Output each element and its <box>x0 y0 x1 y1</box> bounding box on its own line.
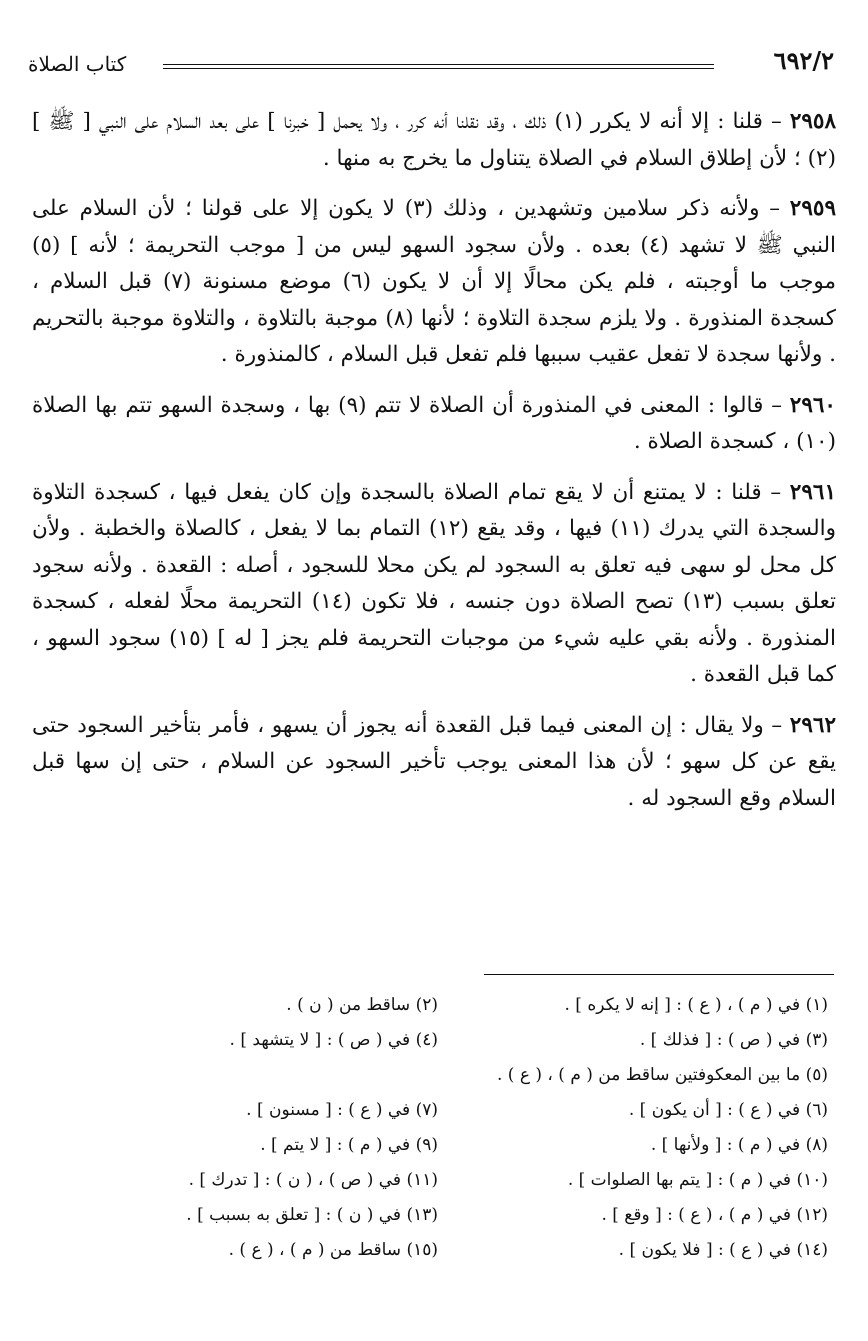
footnote: (٩) في ( م ) : [ لا يتم ] . <box>260 1135 438 1155</box>
footnote: (٨) في ( م ) : [ ولأنها ] . <box>650 1135 828 1155</box>
footnote: (٣) في ( ص ) : [ فذلك ] . <box>639 1030 828 1050</box>
footnote: (١١) في ( ص ) ، ( ن ) : [ تدرك ] . <box>188 1170 438 1190</box>
footnote-separator <box>484 974 834 975</box>
paragraph-number: ٢٩٦٢ <box>789 712 836 738</box>
paragraph <box>32 475 836 694</box>
footnote: (٢) ساقط من ( ن ) . <box>286 995 438 1015</box>
footnote-row <box>48 1233 828 1268</box>
paragraph <box>32 388 836 461</box>
paragraph-text: – قلنا : لا يمتنع أن لا يقع تمام الصلاة بالسجدة وإن كان يفعل فيها ، كسجدة التلاوة والسجدة التي يدرك (١١) فيها ، وقد يقع (١٢) التمام بما لا يفعل ، كالصلاة والخطبة . ولأن كل محل لو سهى فيه تعلق به السجود لم يكن محلا للسجود ، أصله : القعدة . ولأنه سجود تعلق بسبب (١٣) تصح الصلاة دون جنسه ، فلا تكون (١٤) التحريمة محلًا لفعله ، كسجدة المنذورة . ولأنه بقي عليه شيء من موجبات التحريمة فلم يجز [ له ] (١٥) سجود السهو ، كما قبل القعدة . <box>32 479 836 687</box>
paragraph <box>32 104 836 177</box>
paragraph-number: ٢٩٥٩ <box>789 196 836 221</box>
paragraph-number: ٢٩٥٨ <box>789 109 837 134</box>
footnote: (٧) في ( ع ) : [ مسنون ] . <box>246 1100 438 1120</box>
footnote: (١٠) في ( م ) : [ يتم بها الصلوات ] . <box>567 1170 828 1190</box>
footnote-row <box>48 1058 828 1093</box>
footnote-row <box>48 1093 828 1128</box>
main-text <box>32 104 836 831</box>
footnote: (١٥) ساقط من ( م ) ، ( ع ) . <box>228 1240 438 1260</box>
paragraph-text: – ولأنه ذكر سلامين وتشهدين ، وذلك (٣) لا يكون إلا على قولنا ؛ لأن السلام على النبي ﷺ لا تشهد (٤) بعده . ولأن سجود السهو ليس من [ موجب التحريمة ؛ لأنه ] (٥) موجب ما أوجبته ، فلم يكن محالًا إلا أن لا يكون (٦) موضع مسنونة (٧) قبل السلام ، كسجدة المنذورة . ولا يلزم سجدة التلاوة ؛ لأنها (٨) موجبة بالتلاوة ، والتلاوة موجبة بالتحريم . ولأنها سجدة لا تفعل عقيب سببها فلم تفعل قبل السلام ، كالمنذورة . <box>32 196 836 367</box>
running-header <box>28 44 834 84</box>
footnote: (١٢) في ( م ) ، ( ع ) : [ وقع ] . <box>601 1205 828 1225</box>
paragraph-text: – قلنا : إلا أنه لا يكرر (١) ذلك ، وقد نقلنا أنه كرر ، ولا يحمل [ خبرنا ] على بعد السلام على النبي [ ﷺ ] (٢) ؛ لأن إطلاق السلام في الصلاة يتناول ما يخرج به منها . <box>32 109 836 171</box>
footnote: (١٤) في ( ع ) : [ فلا يكون ] . <box>618 1240 828 1260</box>
footnote: (٤) في ( ص ) : [ لا يتشهد ] . <box>229 1030 438 1050</box>
paragraph-text: – قالوا : المعنى في المنذورة أن الصلاة لا تتم (٩) بها ، وسجدة السهو تتم بها الصلاة (١٠) ، كسجدة الصلاة . <box>32 392 836 454</box>
page-number: ٦٩٢/٢ <box>773 46 834 75</box>
paragraph-number: ٢٩٦١ <box>789 479 836 505</box>
header-double-rule <box>163 64 714 69</box>
footnote-row <box>48 1023 828 1058</box>
footnote: (١٣) في ( ن ) : [ تعلق به بسبب ] . <box>186 1205 438 1225</box>
footnote-row <box>48 988 828 1023</box>
paragraph <box>32 191 836 374</box>
book-title: كتاب الصلاة <box>28 52 127 76</box>
footnote-row <box>48 1198 828 1233</box>
footnote-row <box>48 1163 828 1198</box>
footnote: (٦) في ( ع ) : [ أن يكون ] . <box>628 1100 828 1120</box>
paragraph-number: ٢٩٦٠ <box>789 392 836 418</box>
footnote: (١) في ( م ) ، ( ع ) : [ إنه لا يكره ] . <box>564 995 828 1015</box>
footnote-row <box>48 1128 828 1163</box>
paragraph <box>32 708 836 818</box>
paragraph-text: – ولا يقال : إن المعنى فيما قبل القعدة أنه يجوز أن يسهو ، فأمر بتأخير السجود حتى يقع عن كل سهو ؛ لأن هذا المعنى يوجب تأخير السجود عن السلام ، حتى إن سها قبل السلام وقع السجود له . <box>32 712 836 811</box>
footnotes <box>48 988 828 1268</box>
footnote: (٥) ما بين المعكوفتين ساقط من ( م ) ، ( ع ) . <box>496 1065 828 1085</box>
